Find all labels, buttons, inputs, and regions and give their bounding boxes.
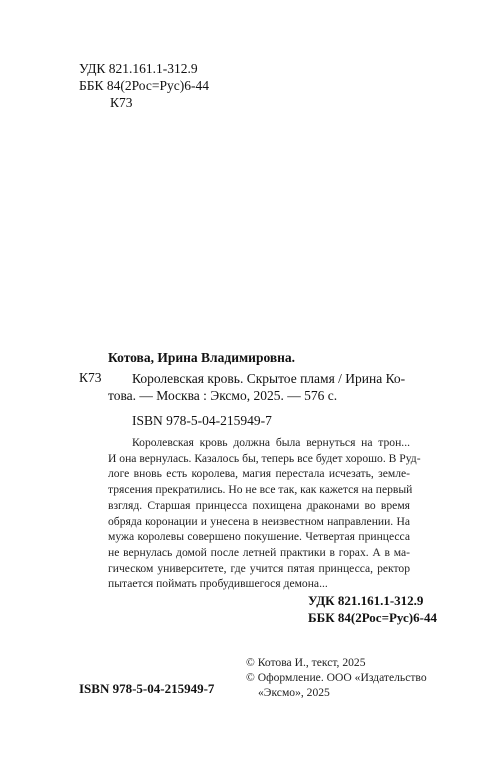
udk-code: УДК 821.161.1-312.9 <box>79 61 198 76</box>
annotation-line: трясения прекратились. Но не все так, как кажется на первый <box>108 483 413 497</box>
title-line: това. — Москва : Эксмо, 2025. — 576 с. <box>108 388 338 403</box>
annotation-line: Королевская кровь должна была вернуться на трон... <box>132 436 410 449</box>
annotation-line: взгляд. Старшая принцесса похищена драконами во время <box>108 498 410 512</box>
copyright-design: © Оформление. ООО «Издательство <box>246 671 427 684</box>
isbn-bottom: ISBN 978-5-04-215949-7 <box>79 681 215 696</box>
catalog-bottom-block <box>308 592 437 626</box>
author-heading: Котова, Ирина Владимировна. <box>108 350 296 365</box>
annotation-line: И она вернулась. Казалось бы, теперь все будет хорошо. В Руд- <box>108 451 421 465</box>
annotation-line: мужа королевы совершено покушение. Четвертая принцесса <box>108 530 410 544</box>
copyright-block <box>246 655 427 700</box>
author-mark: К73 <box>110 95 133 110</box>
entry-author-mark: К73 <box>79 370 102 385</box>
annotation <box>108 435 421 592</box>
copyright-text: © Котова И., текст, 2025 <box>246 656 366 669</box>
copyright-publisher: «Эксмо», 2025 <box>258 686 330 699</box>
entry-isbn: ISBN 978-5-04-215949-7 <box>132 413 272 428</box>
title-description <box>108 370 410 404</box>
title-line: Королевская кровь. Скрытое пламя / Ирина Ко- <box>132 371 406 386</box>
annotation-line: пытается поймать пробудившегося демона... <box>108 577 328 591</box>
annotation-line: гическом университете, где учится пятая принцесса, ректор <box>108 561 410 575</box>
bbk-code: ББК 84(2Рос=Рус)6-44 <box>79 78 209 93</box>
catalog-top-block <box>79 60 209 111</box>
annotation-line: не вернулась домой после летней практики в горах. А в ма- <box>108 545 410 559</box>
bbk-code-bottom: ББК 84(2Рос=Рус)6-44 <box>308 610 437 625</box>
udk-code-bottom: УДК 821.161.1-312.9 <box>308 593 424 608</box>
annotation-line: обряда коронации и унесена в неизвестном направлении. На <box>108 514 410 528</box>
annotation-line: логе вновь есть королева, магия перестала исчезать, земле- <box>108 467 410 481</box>
